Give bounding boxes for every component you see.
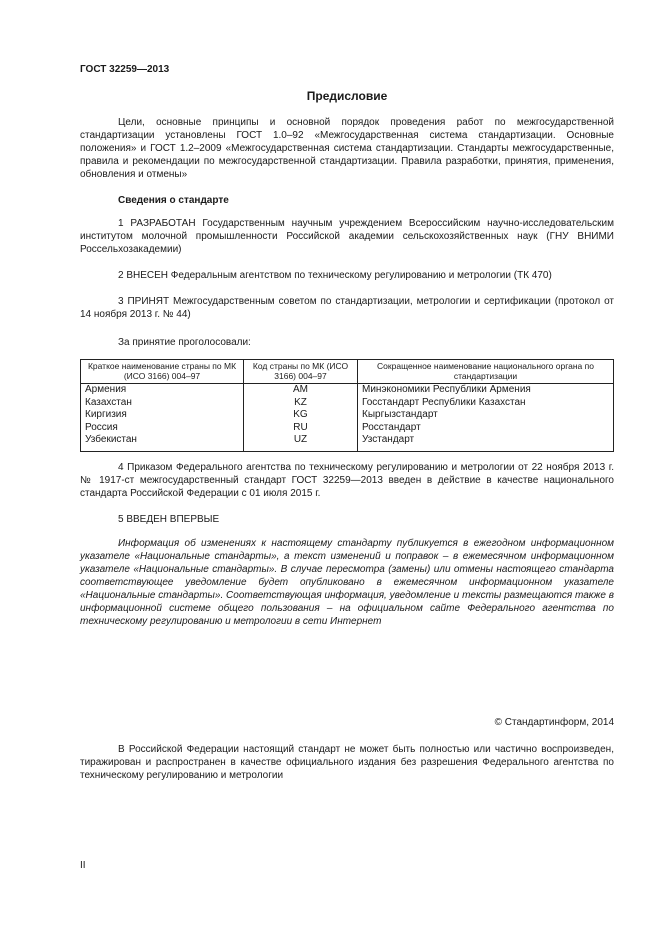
reproduction-notice: В Российской Федерации настоящий стандарт не может быть полностью или частично воспроизведен, тиражирован и распространен в качестве официального издания без разрешения Федерального агентства по техническому регулированию и метрологии bbox=[80, 744, 614, 781]
country-name: Узбекистан bbox=[81, 434, 244, 451]
info-notice: Информация об изменениях к настоящему стандарту публикуется в ежегодном информационном указателе «Национальные стандарты», а текст изменений и поправок – в ежемесячном информационном указателе «Национальные стандарты». В случае пересмотра (замены) или отмены настоящего стандарта соответствующее уведомление будет опубликовано в ежемесячном информационном указателе «Национальные стандарты». Соответствующая информация, уведомление и тексты размещаются также в информационной системе общего пользования – на официальном сайте Федерального агентства по техническому регулированию и метрологии в сети Интернет bbox=[80, 538, 614, 627]
country-code: KZ bbox=[244, 397, 358, 410]
item-3-adopted-by: 3 ПРИНЯТ Межгосударственным советом по стандартизации, метрологии и сертификации (протокол от 14 ноября 2013 г. № 44) bbox=[80, 296, 614, 320]
table-row bbox=[81, 409, 614, 422]
country-code: RU bbox=[244, 422, 358, 435]
item-2-introduced-by: 2 ВНЕСЕН Федеральным агентством по техническому регулированию и метрологии (ТК 470) bbox=[118, 270, 552, 281]
table-row bbox=[81, 422, 614, 435]
item-4-order: 4 Приказом Федерального агентства по техническому регулированию и метрологии от 22 ноября 2013 г. № 1917-ст межгосударственный стандарт ГОСТ 32259—2013 введен в действие в качестве национального стандарта Российской Федерации с 01 июля 2015 г. bbox=[80, 462, 614, 499]
standards-body: Минэкономики Республики Армения bbox=[358, 384, 614, 397]
country-name: Казахстан bbox=[81, 397, 244, 410]
page-title: Предисловие bbox=[306, 89, 388, 103]
table-header-body: Сокращенное наименование национального органа по стандартизации bbox=[358, 360, 614, 384]
table-row bbox=[81, 384, 614, 397]
copyright-notice: © Стандартинформ, 2014 bbox=[494, 717, 614, 728]
standards-body: Госстандарт Республики Казахстан bbox=[358, 397, 614, 410]
table-header-row bbox=[81, 360, 614, 384]
standards-body: Росстандарт bbox=[358, 422, 614, 435]
table-row bbox=[81, 434, 614, 451]
table-header-country: Краткое наименование страны по МК (ИСО 3166) 004–97 bbox=[81, 360, 244, 384]
table-row bbox=[81, 397, 614, 410]
page-number: II bbox=[80, 860, 86, 871]
country-name: Россия bbox=[81, 422, 244, 435]
country-name: Армения bbox=[81, 384, 244, 397]
vote-label: За принятие проголосовали: bbox=[118, 337, 251, 348]
standards-body: Кыргызстандарт bbox=[358, 409, 614, 422]
section-heading: Сведения о стандарте bbox=[118, 195, 229, 206]
document-header: ГОСТ 32259—2013 bbox=[80, 64, 170, 75]
countries-table bbox=[80, 359, 614, 452]
intro-paragraph: Цели, основные принципы и основной порядок проведения работ по межгосударственной стандартизации установлены ГОСТ 1.0–92 «Межгосударственная система стандартизации. Основные положения» и ГОСТ 1.2–2009 «Межгосударственная система стандартизации. Стандарты межгосударственные, правила и рекомендации по межгосударственной стандартизации. Правила разработки, принятия, применения, обновления и отмены» bbox=[80, 117, 614, 180]
item-1-developed-by: 1 РАЗРАБОТАН Государственным научным учреждением Всероссийским научно-исследовательским институтом молочной промышленности Российской академии сельскохозяйственных наук (ГНУ ВНИМИ Россельхозакадемии) bbox=[80, 218, 614, 255]
standards-body: Узстандарт bbox=[358, 434, 614, 451]
country-code: KG bbox=[244, 409, 358, 422]
table-header-code: Код страны по МК (ИСО 3166) 004–97 bbox=[244, 360, 358, 384]
country-code: UZ bbox=[244, 434, 358, 451]
item-5-first-introduced: 5 ВВЕДЕН ВПЕРВЫЕ bbox=[118, 514, 220, 525]
country-code: AM bbox=[244, 384, 358, 397]
country-name: Киргизия bbox=[81, 409, 244, 422]
